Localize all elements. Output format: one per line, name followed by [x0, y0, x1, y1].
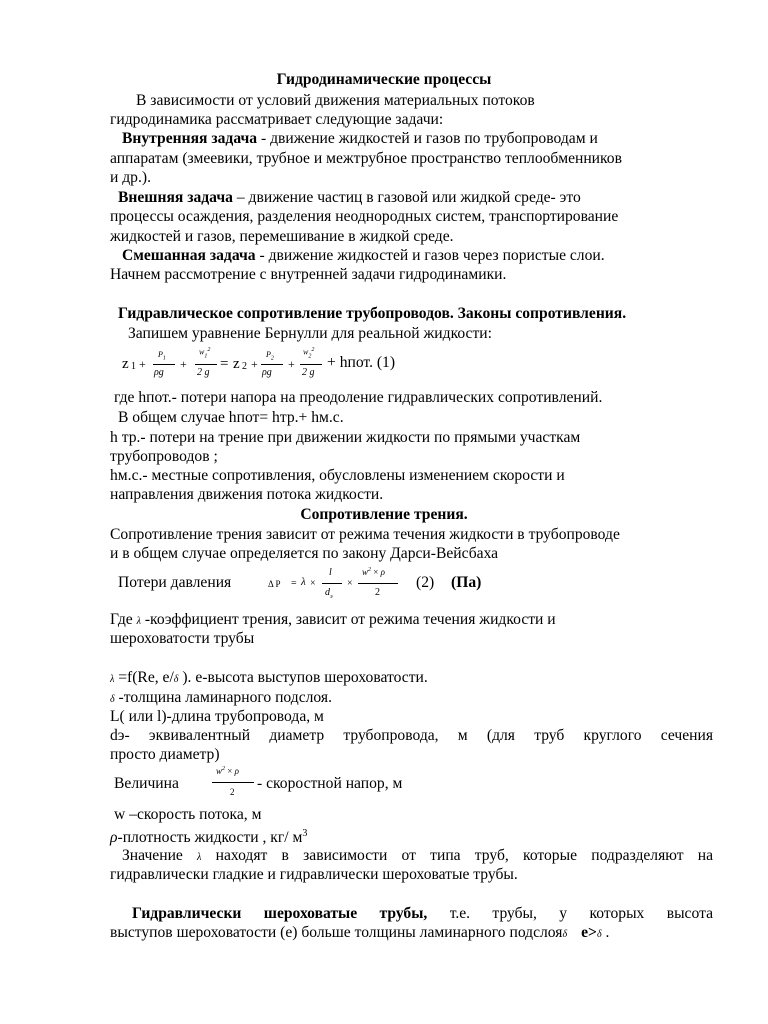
- delta-definition: δ -толщина ламинарного подслоя.: [110, 689, 332, 706]
- velocity-head-formula: Величина $w^2 \times \rho$ 2 - скоростной напор, м: [114, 766, 403, 797]
- intro-line-1: В зависимости от условий движения материальных потоков: [136, 92, 535, 109]
- lambda-value-line-2: гидравлически гладкие и гидравлически шероховатые трубы.: [110, 866, 518, 883]
- diameter-definition-line-1: dэ- эквивалентный диаметр трубопровода, м (для труб круглого сечения: [110, 727, 713, 744]
- lambda-function: λ =f(Re, e/δ ). e-высота выступов шероховатости.: [110, 669, 428, 686]
- length-definition: L( или l)-длина трубопровода, м: [110, 708, 324, 725]
- friction-line-1: Сопротивление трения зависит от режима течения жидкости в трубопроводе: [110, 526, 620, 543]
- diameter-definition-line-2: просто диаметр): [110, 746, 220, 763]
- velocity-definition: w –скорость потока, м: [114, 806, 262, 823]
- lambda-value-line-1: Значение λ находят в зависимости от типа труб, которые подразделяют на: [122, 847, 713, 864]
- friction-line-2: и в общем случае определяется по закону Дарси-Вейсбаха: [110, 545, 499, 562]
- section-heading-friction: Сопротивление трения.: [300, 506, 468, 523]
- external-task-line-1: Внешняя задача – движение частиц в газовой или жидкой среде- это: [118, 189, 581, 206]
- hpot-sum: В общем случае hпот= hтр.+ hм.с.: [118, 409, 344, 426]
- htr-definition-line-1: h тр.- потери на трение при движении жидкости по прямыми участкам: [110, 429, 581, 446]
- internal-task-line-1: Внутренняя задача - движение жидкостей и газов по трубопроводам и: [122, 130, 598, 147]
- hms-definition-line-2: направления движения потока жидкости.: [110, 486, 384, 503]
- mixed-task-line-2: Начнем рассмотрение с внутренней задачи гидродинамики.: [110, 266, 507, 283]
- hpot-definition: где hпот.- потери напора на преодоление гидравлических сопротивлений.: [114, 389, 603, 406]
- section-heading-resistance: Гидравлическое сопротивление трубопроводов. Законы сопротивления.: [118, 305, 627, 322]
- bernoulli-intro: Запишем уравнение Бернулли для реальной жидкости:: [128, 325, 492, 342]
- mixed-task-label: Смешанная задача: [122, 247, 256, 264]
- htr-definition-line-2: трубопроводов ;: [110, 448, 218, 465]
- density-definition: ρ-плотность жидкости , кг/ $м^3$: [110, 828, 308, 847]
- hms-definition-line-1: hм.с.- местные сопротивления, обусловлены изменением скорости и: [110, 467, 565, 484]
- rough-pipes-label: Гидравлически шероховатые трубы,: [132, 905, 428, 922]
- rough-pipes-line-2: выступов шероховатости (е) больше толщины ламинарного подслояδ e>δ .: [110, 924, 610, 941]
- internal-task-label: Внутренняя задача: [122, 130, 258, 147]
- external-task-line-2: процессы осаждения, разделения неоднородных систем, транспортирование: [110, 208, 619, 225]
- lambda-definition-line-1: Где λ -коэффициент трения, зависит от режима течения жидкости и: [110, 611, 556, 628]
- mixed-task-line-1: Смешанная задача - движение жидкостей и газов через пористые слои.: [122, 247, 605, 264]
- intro-line-2: гидродинамика рассматривает следующие задачи:: [110, 111, 444, 128]
- lambda-definition-line-2: шероховатости трубы: [110, 630, 255, 647]
- internal-task-line-3: и др.).: [110, 169, 151, 186]
- internal-task-line-2: аппаратам (змеевики, трубное и межтрубное пространство теплообменников: [110, 150, 622, 167]
- external-task-label: Внешняя задача: [118, 189, 233, 206]
- page-title: Гидродинамические процессы: [276, 71, 492, 88]
- rough-pipes-line-1: Гидравлически шероховатые трубы, т.е. трубы, у которых высота: [132, 905, 713, 922]
- bernoulli-equation: z 1 + $P_1$ ρg + $w_1^2$ 2 g = z 2 + $P_2$ ρg + $w_2^2$ 2 g + hпот. (1): [122, 347, 396, 378]
- darcy-weisbach-equation: Потери давления Δ P = λ × l $d_э$ × $w^2 \times \rho$ 2 (2) (Па): [118, 567, 482, 600]
- external-task-line-3: жидкостей и газов, перемешивание в жидкой среде.: [110, 228, 454, 245]
